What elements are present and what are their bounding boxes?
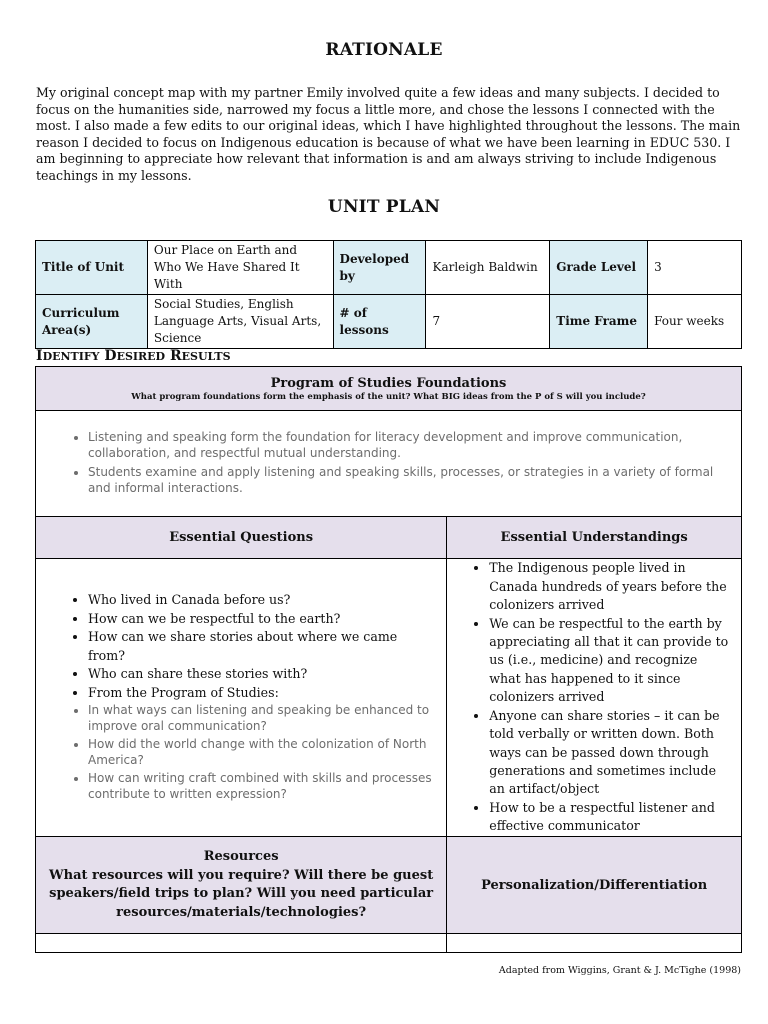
list-item: • In what ways can listening and speaking be enhanced to improve oral communication?: [88, 702, 436, 734]
resources-body: What resources will you require? Will there be guest speakers/field trips to plan? Will you need particular resources/materials/technologies?: [49, 867, 434, 920]
resources-empty-cell: [36, 934, 447, 953]
footer-credit: Adapted from Wiggins, Grant & J. McTighe (1998): [498, 965, 741, 976]
pos-header-cell: [36, 367, 742, 411]
rationale-body: My original concept map with my partner Emily involved quite a few ideas and many subjects. I decided to focus on the humanities side, narrowed my focus a little more, and chose the lessons I connected with the most. I also made a few edits to our original ideas, which I have highlighted throughout the lessons. The main reason I decided to focus on Indigenous education is because of what we have been learning in EDUC 530. I am beginning to appreciate how relevant that information is and am always striving to include Indigenous teachings in my lessons.: [36, 85, 741, 183]
list-item: • How can we share stories about where we came from?: [88, 628, 436, 665]
curriculum-value: Social Studies, English Language Arts, Visual Arts, Science: [147, 295, 333, 349]
list-item: • How did the world change with the colonization of North America?: [88, 736, 436, 768]
list-item: • Students examine and apply listening and speaking skills, processes, or strategies in a variety of formal and informal interactions.: [88, 464, 731, 497]
list-item: • Listening and speaking form the foundation for literacy development and improve communication, collaboration, and respectful mutual understanding.: [88, 429, 731, 462]
grade-level-value: 3: [648, 241, 742, 295]
title-of-unit-label: Title of Unit: [36, 241, 148, 295]
essential-understandings-header: Essential Understandings: [447, 517, 742, 559]
developed-by-value: Karleigh Baldwin: [426, 241, 550, 295]
pos-list: [46, 429, 731, 497]
desired-results-table: [35, 366, 742, 953]
unit-info-table: [35, 240, 742, 349]
lessons-value: 7: [426, 295, 550, 349]
rationale-title: RATIONALE: [325, 40, 443, 60]
curriculum-label: Curriculum Area(s): [36, 295, 148, 349]
time-frame-label: Time Frame: [550, 295, 648, 349]
pos-content-cell: [36, 411, 742, 517]
identify-desired-results-heading: IDENTIFY DESIRED RESULTS: [36, 348, 231, 364]
list-item: • How can writing craft combined with skills and processes contribute to written expression?: [88, 770, 436, 802]
unit-plan-title: UNIT PLAN: [327, 197, 441, 217]
essential-understandings-cell: [447, 559, 742, 837]
pos-subtitle: What program foundations form the emphasis of the unit? What BIG ideas from the P of S will you include?: [131, 391, 646, 402]
title-of-unit-value: Our Place on Earth and Who We Have Shared It With: [147, 241, 333, 295]
resources-cell: [36, 837, 447, 934]
developed-by-label: Developed by: [333, 241, 426, 295]
lessons-label: # of lessons: [333, 295, 426, 349]
list-item: • Who can share these stories with?: [88, 665, 436, 684]
time-frame-value: Four weeks: [648, 295, 742, 349]
list-item: • From the Program of Studies:: [88, 684, 436, 703]
list-item: • How can we be respectful to the earth?: [88, 610, 436, 629]
list-item: • We can be respectful to the earth by appreciating all that it can provide to us (i.e., medicine) and recognize what has happened to it since colonizers arrived: [489, 615, 731, 707]
personalization-empty-cell: [447, 934, 742, 953]
essential-questions-cell: [36, 559, 447, 837]
pos-title: Program of Studies Foundations: [270, 375, 507, 391]
essential-understandings-list: [447, 559, 731, 835]
list-item: • How to be a respectful listener and effective communicator: [489, 799, 731, 836]
essential-questions-list: [46, 591, 436, 802]
list-item: • The Indigenous people lived in Canada hundreds of years before the colonizers arrived: [489, 559, 731, 614]
list-item: • Who lived in Canada before us?: [88, 591, 436, 610]
essential-questions-header: Essential Questions: [36, 517, 447, 559]
grade-level-label: Grade Level: [550, 241, 648, 295]
list-item: • Anyone can share stories – it can be told verbally or written down. Both ways can be passed down through generations and sometimes include an artifact/object: [489, 707, 731, 799]
resources-title: Resources: [203, 849, 279, 864]
personalization-header: Personalization/Differentiation: [447, 837, 742, 934]
